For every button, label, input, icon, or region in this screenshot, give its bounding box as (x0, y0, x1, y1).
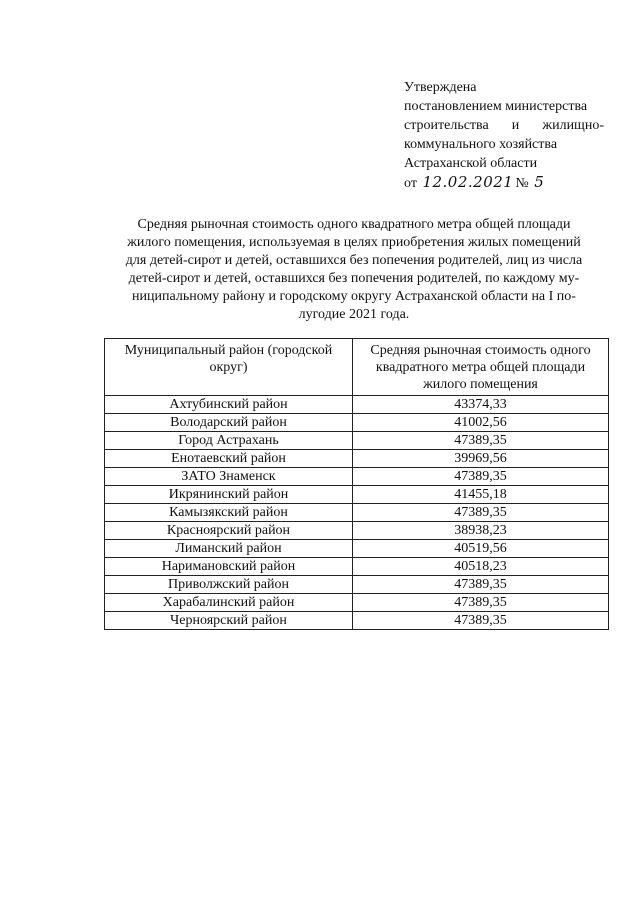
table-row (105, 414, 609, 432)
district-name-cell: Город Астрахань (105, 432, 353, 450)
district-name-cell: Наримановский район (105, 558, 353, 576)
table-row (105, 558, 609, 576)
price-value-cell: 43374,33 (353, 396, 609, 414)
date-prefix: от (404, 176, 417, 191)
table-row (105, 450, 609, 468)
price-value-cell: 47389,35 (353, 504, 609, 522)
table-row (105, 522, 609, 540)
title-line: жилого помещения, используемая в целях приобретения жилых помещений (127, 235, 581, 250)
price-value-cell: 41002,56 (353, 414, 609, 432)
price-value-cell: 47389,35 (353, 594, 609, 612)
table-row (105, 540, 609, 558)
price-value-cell: 40519,56 (353, 540, 609, 558)
table-body (105, 396, 609, 630)
table-row (105, 576, 609, 594)
table-row (105, 468, 609, 486)
price-value-cell: 47389,35 (353, 576, 609, 594)
price-value-cell: 47389,35 (353, 468, 609, 486)
district-name-cell: Приволжский район (105, 576, 353, 594)
table-row (105, 612, 609, 630)
title-line: для детей-сирот и детей, оставшихся без попечения родителей, лиц из числа (125, 253, 583, 268)
district-name-cell: Ахтубинский район (105, 396, 353, 414)
table-row (105, 432, 609, 450)
table-row (105, 594, 609, 612)
district-name-cell: ЗАТО Знаменск (105, 468, 353, 486)
title-line: Средняя рыночная стоимость одного квадратного метра общей площади (137, 217, 571, 232)
district-name-cell: Лиманский район (105, 540, 353, 558)
table-row (105, 486, 609, 504)
district-name-cell: Черноярский район (105, 612, 353, 630)
district-name-cell: Икрянинский район (105, 486, 353, 504)
district-name-cell: Енотаевский район (105, 450, 353, 468)
title-line: детей-сирот и детей, оставшихся без попечения родителей, по каждому му- (128, 271, 580, 286)
table-header-row (105, 339, 609, 396)
title-line: ниципальному району и городскому округу Астраханской области на I по- (132, 289, 576, 304)
approval-date-line (404, 173, 604, 193)
price-value-cell: 47389,35 (353, 612, 609, 630)
district-name-cell: Харабалинский район (105, 594, 353, 612)
price-table (104, 338, 609, 630)
price-value-cell: 47389,35 (353, 432, 609, 450)
district-name-cell: Володарский район (105, 414, 353, 432)
table-row (105, 396, 609, 414)
handwritten-date: 12.02.2021 (422, 173, 514, 191)
title-line: лугодие 2021 года. (298, 307, 410, 322)
price-value-cell: 38938,23 (353, 522, 609, 540)
approval-line: Утверждена (404, 80, 477, 95)
column-header-price: Средняя рыночная стоимость одного квадратного метра общей площади жилого помещения (353, 339, 609, 396)
district-name-cell: Камызякский район (105, 504, 353, 522)
table-row (105, 504, 609, 522)
approval-stamp (404, 78, 604, 193)
approval-line: постановлением министерства (404, 99, 588, 114)
approval-line: коммунального хозяйства (404, 137, 558, 152)
handwritten-number: 5 (534, 173, 545, 191)
approval-line: строительства и жилищно- (404, 118, 604, 133)
number-sign: № (515, 176, 529, 191)
district-name-cell: Красноярский район (105, 522, 353, 540)
column-header-district: Муниципальный район (городской округ) (105, 339, 353, 396)
approval-line: Астраханской области (404, 156, 538, 171)
price-value-cell: 41455,18 (353, 486, 609, 504)
price-value-cell: 39969,56 (353, 450, 609, 468)
document-title (100, 216, 608, 324)
price-value-cell: 40518,23 (353, 558, 609, 576)
